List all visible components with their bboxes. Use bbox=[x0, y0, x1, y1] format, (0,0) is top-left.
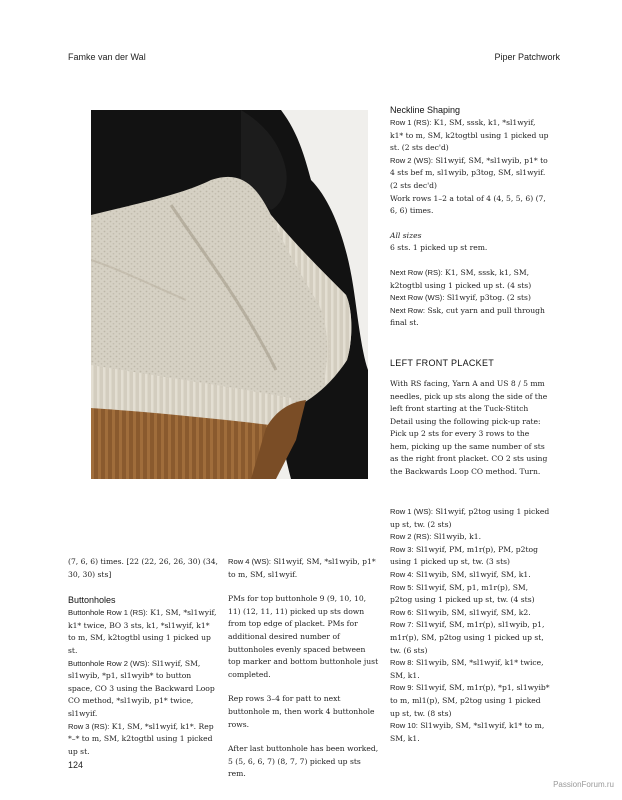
all-sizes-label: All sizes bbox=[390, 230, 422, 240]
placket-row: Row 4: Sl1wyib, SM, sl1wyif, SM, k1. bbox=[390, 569, 531, 579]
column-placket-rows bbox=[390, 506, 550, 745]
buttonhole-row-1: Buttonhole Row 1 (RS): K1, SM, *sl1wyif, k1* twice, BO 3 sts, k1, *sl1wyif, k1* to m, SM, k2togtbl using 1 picked up st. bbox=[68, 608, 217, 655]
next-row-rs: Next Row (RS): K1, SM, sssk, k1, SM, k2togtbl using 1 picked up st. (4 sts) bbox=[390, 267, 532, 290]
watermark: PassionForum.ru bbox=[553, 780, 614, 789]
placket-row: Row 9: Sl1wyif, SM, m1r(p), *p1, sl1wyib* to m, ml1(p), SM, p2tog using 1 picked up st, tw. (8 sts) bbox=[390, 683, 550, 718]
running-header-author: Famke van der Wal bbox=[68, 52, 146, 62]
column-buttonholes-cont bbox=[228, 556, 380, 781]
neckline-row-2: Row 2 (WS): Sl1wyif, SM, *sl1wyib, p1* to 4 sts bef m, sl1wyib, p3tog, SM, sl1wyif. (2 sts dec'd) bbox=[390, 155, 548, 190]
placket-row: Row 6: Sl1wyib, SM, sl1wyif, SM, k2. bbox=[390, 607, 531, 617]
page-number: 124 bbox=[68, 760, 84, 770]
running-header-pattern: Piper Patchwork bbox=[494, 52, 560, 62]
placket-row: Row 3: Sl1wyif, PM, m1r(p), PM, p2tog using 1 picked up st, tw. (3 sts) bbox=[390, 544, 538, 567]
final-instructions: After last buttonhole has been worked, 5 (5, 6, 6, 7) (8, 7, 7) picked up sts rem. bbox=[228, 744, 379, 779]
neckline-heading: Neckline Shaping bbox=[390, 105, 461, 115]
next-row-ws: Next Row (WS): Sl1wyif, p3tog. (2 sts) bbox=[390, 293, 531, 303]
continued-text: (7, 6, 6) times. [22 (22, 26, 26, 30) (34, 30, 30) sts] bbox=[68, 557, 218, 579]
placket-row: Row 7: Sl1wyif, SM, m1r(p), sl1wyib, p1, m1r(p), SM, p2tog using 1 picked up st, tw. (6 sts) bbox=[390, 620, 545, 655]
marker-instructions: PMs for top buttonhole 9 (9, 10, 10, 11) (12, 11, 11) picked up sts down from top edge of placket. PMs for additional desired number of buttonholes evenly spaced between top marker and bottom buttonhole just completed. bbox=[228, 594, 379, 679]
placket-row: Row 8: Sl1wyib, SM, *sl1wyif, k1* twice, SM, k1. bbox=[390, 658, 544, 680]
repeat-instructions: Rep rows 3–4 for patt to next buttonhole m, then work 4 buttonhole rows. bbox=[228, 694, 375, 729]
neckline-row-1: Row 1 (RS): K1, SM, sssk, k1, *sl1wyif, k1* to m, SM, k2togtbl using 1 picked up st. (2 sts dec'd) bbox=[390, 118, 549, 153]
left-front-placket-heading: LEFT FRONT PLACKET bbox=[390, 357, 495, 368]
buttonhole-row-2: Buttonhole Row 2 (WS): Sl1wyif, SM, sl1wyib, *p1, sl1wyib* to button space, CO 3 using the Backward Loop CO method, *sl1wyib, p1* twice, sl1wyif. bbox=[68, 658, 215, 718]
buttonhole-row-4: Row 4 (WS): Sl1wyif, SM, *sl1wyib, p1* to m, SM, sl1wyif. bbox=[228, 557, 376, 579]
placket-row: Row 10: Sl1wyib, SM, *sl1wyif, k1* to m, SM, k1. bbox=[390, 721, 545, 743]
placket-row: Row 5: Sl1wyif, SM, p1, m1r(p), SM, p2tog using 1 picked up st, tw. (4 sts) bbox=[390, 582, 535, 605]
column-buttonholes bbox=[68, 556, 218, 758]
garment-photo bbox=[91, 110, 368, 479]
remaining-sts: 6 sts. 1 picked up st rem. bbox=[390, 243, 488, 253]
placket-row: Row 2 (RS): Sl1wyib, k1. bbox=[390, 532, 481, 542]
garment-illustration bbox=[91, 110, 368, 479]
next-row-final: Next Row: Ssk, cut yarn and pull through final st. bbox=[390, 305, 545, 328]
placket-instructions: With RS facing, Yarn A and US 8 / 5 mm needles, pick up sts along the side of the left front starting at the Tuck-Stitch Detail using the following pick-up rate: Pick up 2 sts for every 3 rows to the hem, picking up the same number of sts as the right front placket. CO 2 sts using the Backwards Loop CO method. Turn. bbox=[390, 378, 548, 477]
buttonhole-row-3: Row 3 (RS): K1, SM, *sl1wyif, k1*. Rep *–* to m, SM, k2togtbl using 1 picked up st. bbox=[68, 721, 214, 756]
neckline-repeat: Work rows 1–2 a total of 4 (4, 5, 5, 6) (7, 6, 6) times. bbox=[390, 193, 546, 216]
column-neckline bbox=[390, 103, 550, 479]
placket-row: Row 1 (WS): Sl1wyif, p2tog using 1 picked up st, tw. (2 sts) bbox=[390, 507, 550, 529]
buttonholes-heading: Buttonholes bbox=[68, 595, 116, 606]
